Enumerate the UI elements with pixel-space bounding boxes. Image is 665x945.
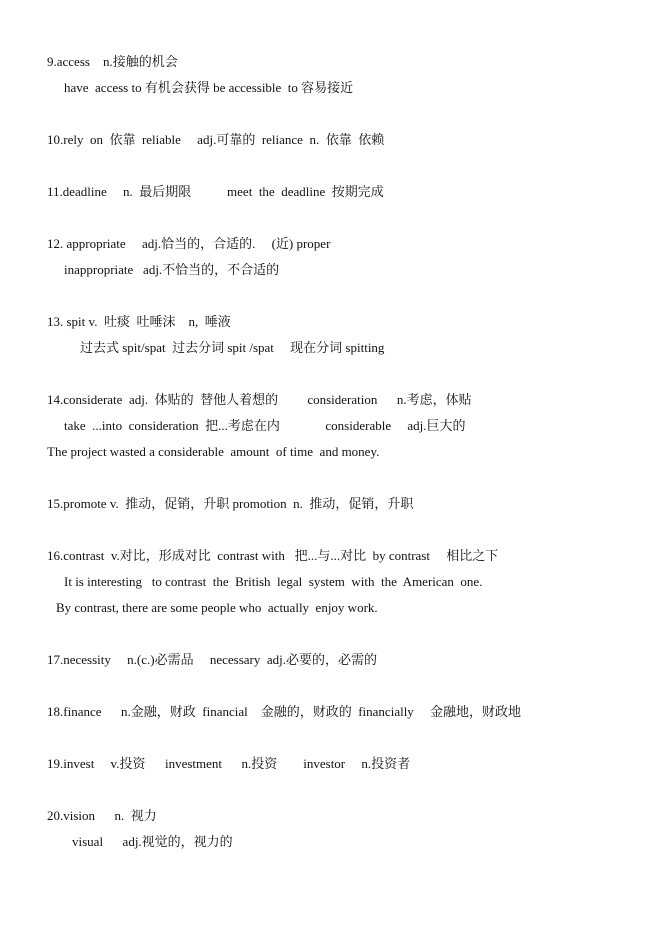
entry-headline: 9.access n.接触的机会 — [47, 54, 178, 69]
entry-headline: 14.considerate adj. 体贴的 替他人着想的 consideration n.考虑，体贴 — [47, 392, 472, 407]
entry-headline: 17.necessity n.(c.)必需品 necessary adj.必要的，必需的 — [47, 652, 377, 667]
entry-detail: take ...into consideration 把...考虑在内 considerable adj.巨大的 — [64, 418, 466, 433]
entry-headline: 15.promote v. 推动，促销，升职 promotion n. 推动，促销，升职 — [47, 496, 414, 511]
entry-detail: visual adj.视觉的，视力的 — [72, 834, 233, 849]
entry-headline: 11.deadline n. 最后期限 meet the deadline 按期完成 — [47, 184, 384, 199]
entry-headline: 10.rely on 依靠 reliable adj.可靠的 reliance n. 依靠 依赖 — [47, 132, 385, 147]
entry-headline: 13. spit v. 吐痰 吐唾沫 n, 唾液 — [47, 314, 231, 329]
entry-detail: inappropriate adj.不恰当的，不合适的 — [64, 262, 280, 277]
entry-example: The project wasted a considerable amount of time and money. — [47, 444, 380, 459]
entry-example: By contrast, there are some people who actually enjoy work. — [56, 600, 378, 615]
entry-headline: 12. appropriate adj.恰当的，合适的. (近) proper — [47, 236, 331, 251]
entry-detail: 过去式 spit/spat 过去分词 spit /spat 现在分词 spitting — [80, 340, 385, 355]
entry-detail: have access to 有机会获得 be accessible to 容易接近 — [64, 80, 354, 95]
entry-headline: 16.contrast v.对比，形成对比 contrast with 把...与...对比 by contrast 相比之下 — [47, 548, 499, 563]
entry-headline: 19.invest v.投资 investment n.投资 investor n.投资者 — [47, 756, 411, 771]
entry-headline: 20.vision n. 视力 — [47, 808, 157, 823]
entry-headline: 18.finance n.金融，财政 financial 金融的，财政的 financially 金融地，财政地 — [47, 704, 522, 719]
entry-example: It is interesting to contrast the British legal system with the American one. — [64, 574, 483, 589]
